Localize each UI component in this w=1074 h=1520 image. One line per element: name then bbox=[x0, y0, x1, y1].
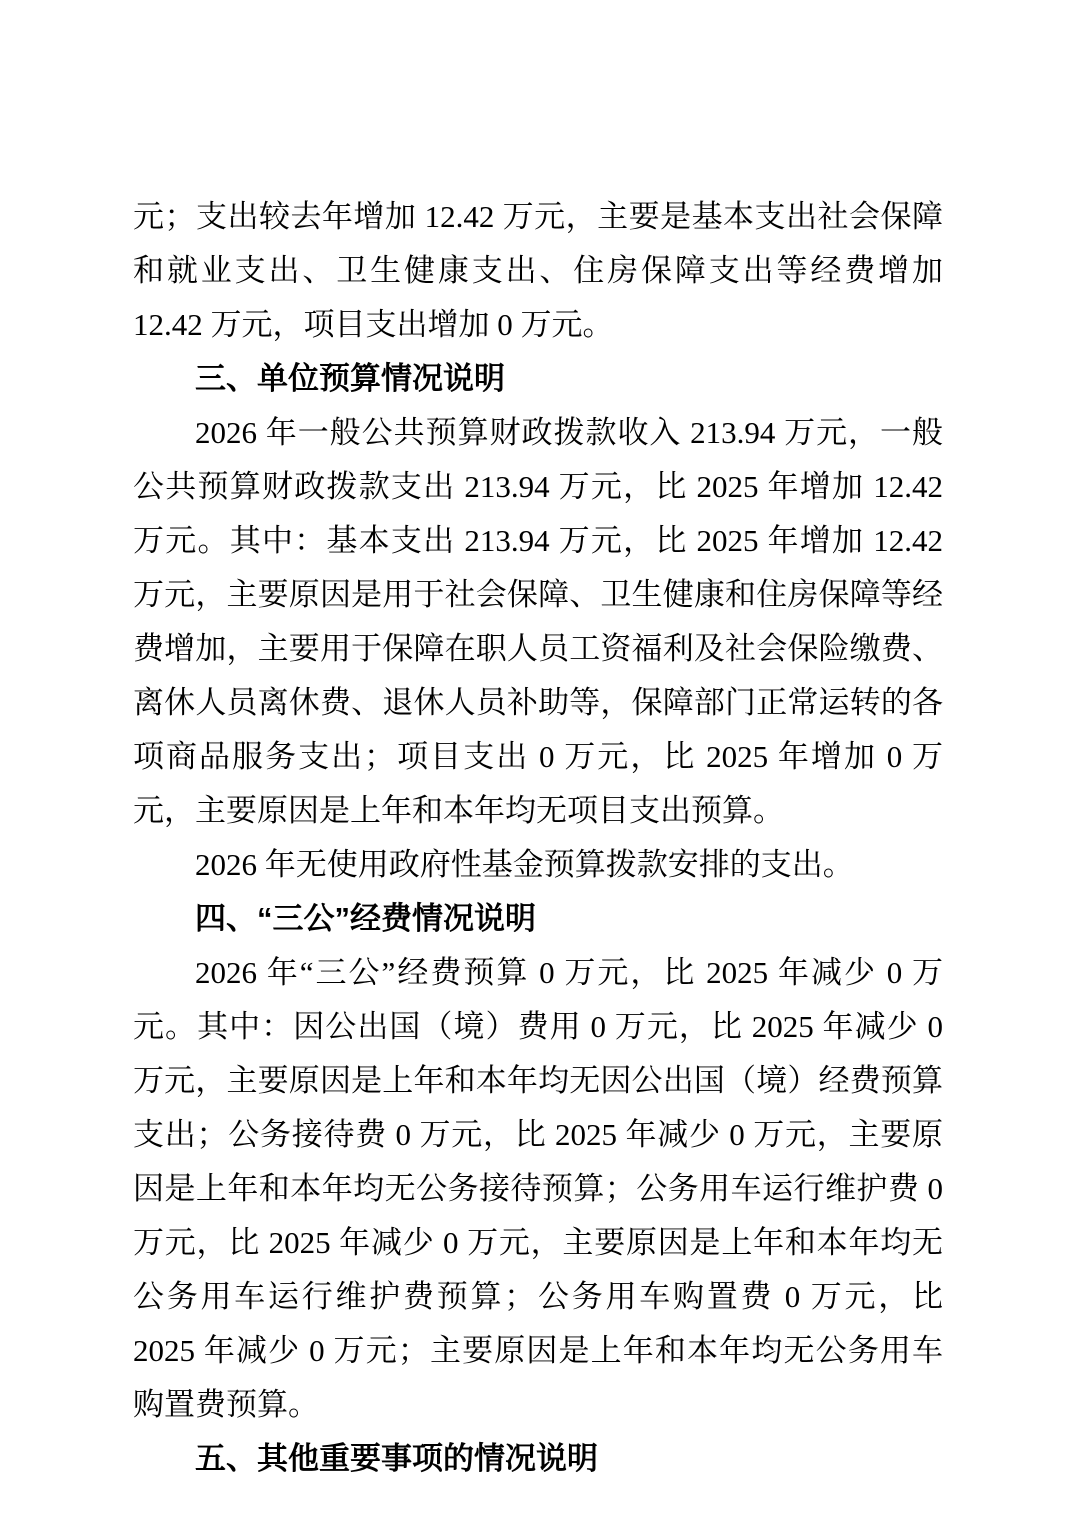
paragraph-government-fund-statement: 2026 年无使用政府性基金预算拨款安排的支出。 bbox=[195, 847, 854, 882]
paragraph-three-public-expenses-detail: 2026 年“三公”经费预算 0 万元，比 2025 年减少 0 万元。其中：因公出国（境）费用 0 万元，比 2025 年减少 0 万元，主要原因是上年和本年均无因公出国（境）经费预算支出；公务接待费 0 万元，比 2025 年减少 0 万元，主要原因是上年和本年均无公务接待预算；公务用车运行维护费 0 万元，比 2025 年减少 0 万元，主要原因是上年和本年均无公务用车运行维护费预算；公务用车购置费 0 万元，比 2025 年减少 0 万元；主要原因是上年和本年均无公务用车购置费预算。 bbox=[133, 955, 943, 1422]
paragraph-general-public-budget-detail: 2026 年一般公共预算财政拨款收入 213.94 万元，一般公共预算财政拨款支出 213.94 万元，比 2025 年增加 12.42 万元。其中：基本支出 213.94 万元，比 2025 年增加 12.42 万元，主要原因是用于社会保障、卫生健康和住房保障等经费增加，主要用于保障在职人员工资福利及社会保险缴费、离休人员离休费、退休人员补助等，保障部门正常运转的各项商品服务支出；项目支出 0 万元，比 2025 年增加 0 万元，主要原因是上年和本年均无项目支出预算。 bbox=[133, 415, 943, 828]
heading-section-3-unit-budget: 三、单位预算情况说明 bbox=[195, 361, 505, 396]
paragraph-expenditure-increase-continuation: 元；支出较去年增加 12.42 万元，主要是基本支出社会保障和就业支出、卫生健康支出、住房保障支出等经费增加 12.42 万元，项目支出增加 0 万元。 bbox=[133, 199, 943, 342]
heading-section-5-other-important-matters: 五、其他重要事项的情况说明 bbox=[195, 1441, 598, 1476]
heading-section-4-three-public-expenses: 四、“三公”经费情况说明 bbox=[195, 901, 536, 936]
